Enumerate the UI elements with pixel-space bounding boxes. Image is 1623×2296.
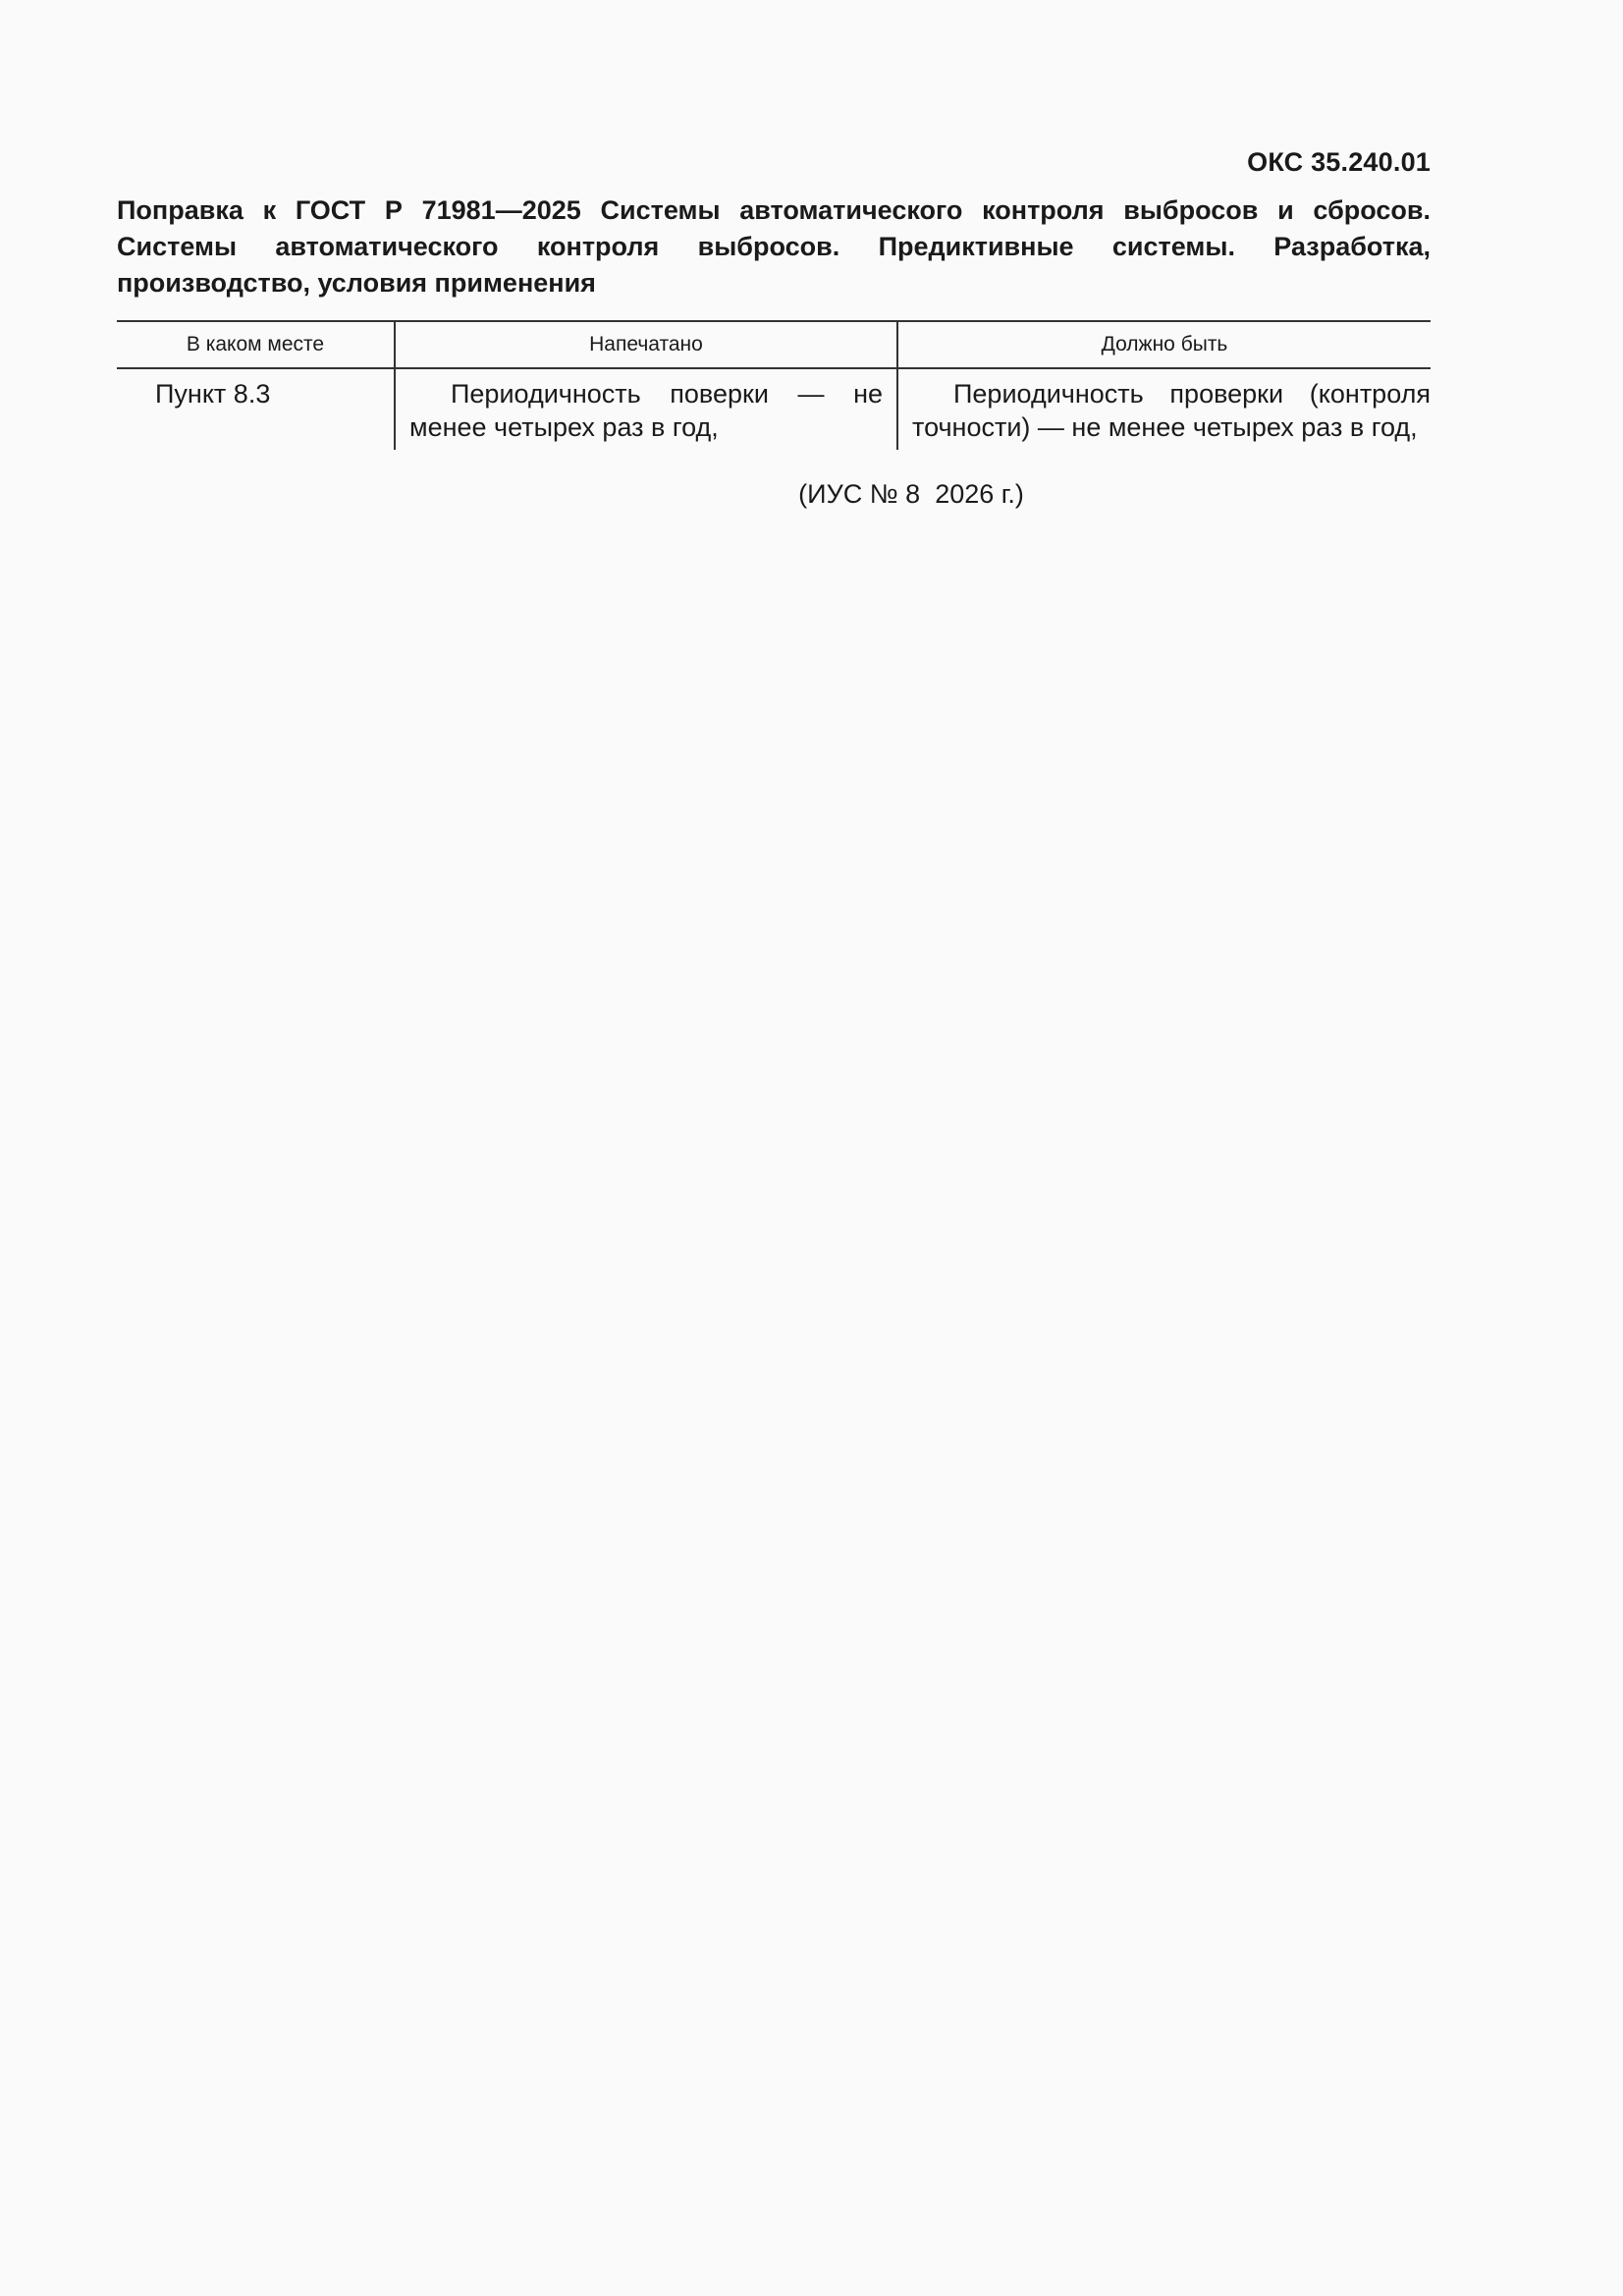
- column-header-where: В каком месте: [117, 321, 395, 368]
- cell-printed: Периодичность поверки — не менее четырех раз в год,: [395, 368, 897, 450]
- source-reference: (ИУС № 8 2026 г.): [798, 479, 1024, 509]
- classification-code: ОКС 35.240.01: [1247, 147, 1431, 177]
- cell-where: Пункт 8.3: [155, 379, 271, 409]
- column-header-printed: Напечатано: [395, 321, 897, 368]
- table-header-row: [117, 321, 1431, 368]
- cell-should-be: Периодичность проверки (контроля точности) — не менее четырех раз в год,: [897, 368, 1431, 450]
- document-title: Поправка к ГОСТ Р 71981—2025 Системы автоматического контроля выбросов и сбросов. Системы автоматического контроля выбросов. Предиктивные системы. Разработка, производство, условия применения: [117, 195, 1431, 298]
- column-header-should-be: Должно быть: [897, 321, 1431, 368]
- table-row: [117, 368, 1431, 450]
- amendment-table: [117, 320, 1431, 450]
